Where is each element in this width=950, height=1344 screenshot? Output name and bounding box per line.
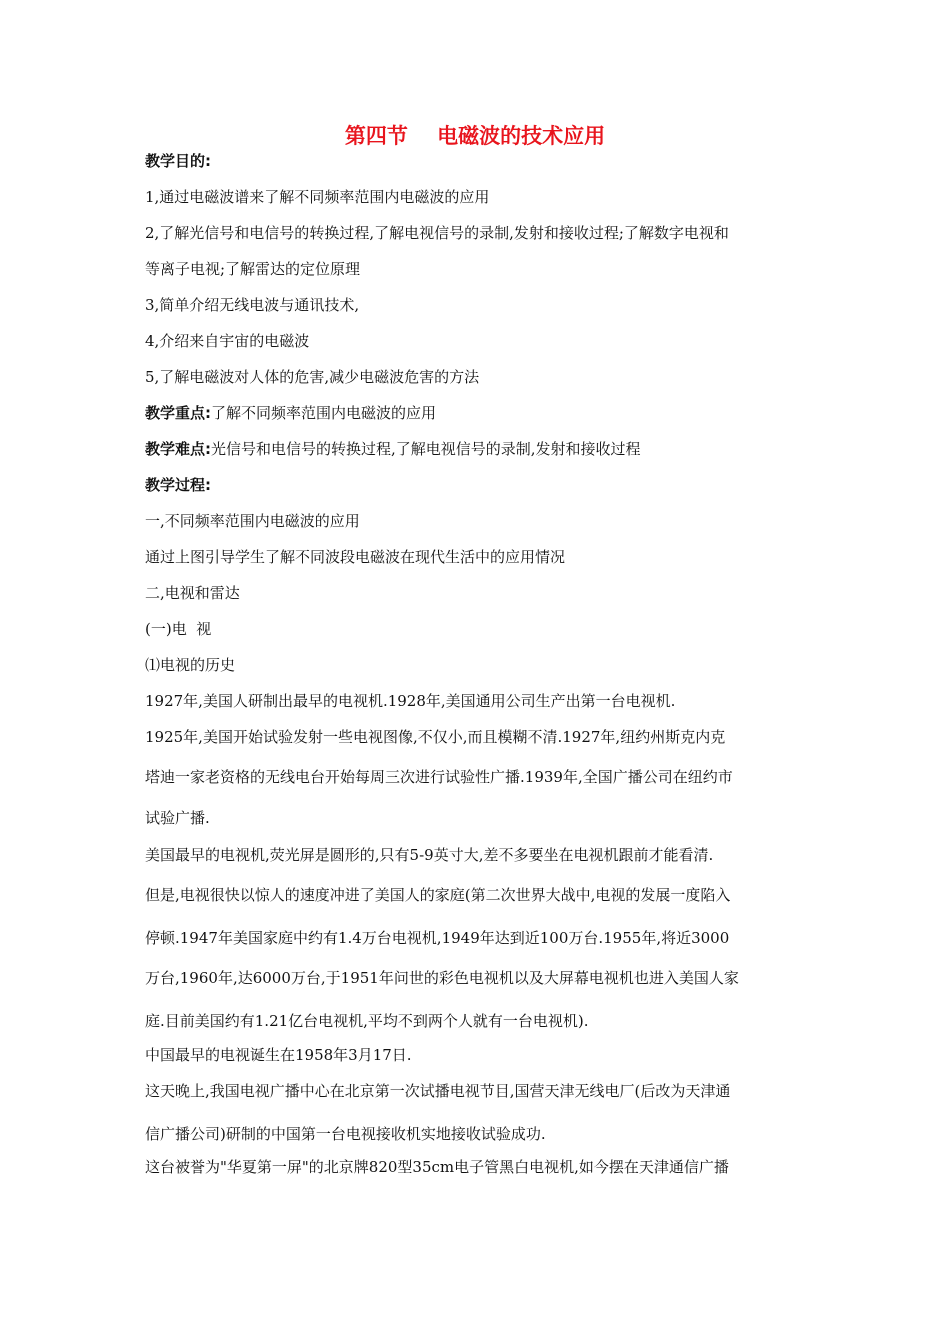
body-line: 这天晚上,我国电视广播中心在北京第一次试播电视节目,国营天津无线电厂(后改为天津通 — [145, 1082, 731, 1100]
objective-line: 4,介绍来自宇宙的电磁波 — [145, 332, 310, 350]
body-line: 停顿.1947年美国家庭中约有1.4万台电视机,1949年达到近100万台.1955年,将近3000 — [145, 929, 730, 947]
objective-line: 3,简单介绍无线电波与通讯技术, — [145, 296, 360, 314]
body-line: 通过上图引导学生了解不同波段电磁波在现代生活中的应用情况 — [145, 548, 566, 566]
body-line: 1925年,美国开始试验发射一些电视图像,不仅小,而且模糊不清.1927年,纽约州斯克内克 — [145, 728, 726, 746]
objective-line: 等离子电视;了解雷达的定位原理 — [145, 260, 361, 278]
body-line: 美国最早的电视机,荧光屏是圆形的,只有5-9英寸大,差不多要坐在电视机跟前才能看清. — [145, 846, 714, 864]
body-line: 塔迪一家老资格的无线电台开始每周三次进行试验性广播.1939年,全国广播公司在纽约市 — [145, 768, 733, 786]
objectives-heading: 教学目的: — [145, 152, 211, 170]
objective-line: 1,通过电磁波谱来了解不同频率范围内电磁波的应用 — [145, 188, 490, 206]
body-line: 1927年,美国人研制出最早的电视机.1928年,美国通用公司生产出第一台电视机. — [145, 692, 676, 710]
key-point-line — [145, 403, 436, 423]
difficulty-text: 光信号和电信号的转换过程,了解电视信号的录制,发射和接收过程 — [211, 440, 641, 458]
objective-line: 5,了解电磁波对人体的危害,减少电磁波危害的方法 — [145, 368, 480, 386]
page-title: 第四节 电磁波的技术应用 — [344, 124, 606, 148]
body-line: 二,电视和雷达 — [145, 584, 240, 602]
body-line: 但是,电视很快以惊人的速度冲进了美国人的家庭(第二次世界大战中,电视的发展一度陷入 — [145, 886, 731, 904]
body-line: 试验广播. — [145, 809, 210, 827]
body-line: 这台被誉为"华夏第一屏"的北京牌820型35cm电子管黑白电视机,如今摆在天津通信广播 — [145, 1158, 729, 1176]
body-line: ⑴电视的历史 — [145, 656, 236, 674]
body-line: 庭.目前美国约有1.21亿台电视机,平均不到两个人就有一台电视机). — [145, 1012, 589, 1030]
process-heading: 教学过程: — [145, 476, 211, 494]
body-line: 信广播公司)研制的中国第一台电视接收机实地接收试验成功. — [145, 1125, 546, 1143]
difficulty-label: 教学难点: — [145, 440, 211, 458]
body-line: 中国最早的电视诞生在1958年3月17日. — [145, 1046, 412, 1064]
body-line: 一,不同频率范围内电磁波的应用 — [145, 512, 360, 530]
body-line: (一)电 视 — [145, 620, 212, 638]
difficulty-line — [145, 439, 641, 459]
objective-line: 2,了解光信号和电信号的转换过程,了解电视信号的录制,发射和接收过程;了解数字电视和 — [145, 224, 729, 242]
key-point-text: 了解不同频率范围内电磁波的应用 — [211, 404, 437, 422]
body-line: 万台,1960年,达6000万台,于1951年问世的彩色电视机以及大屏幕电视机也进入美国人家 — [145, 969, 739, 987]
key-point-label: 教学重点: — [145, 404, 211, 422]
